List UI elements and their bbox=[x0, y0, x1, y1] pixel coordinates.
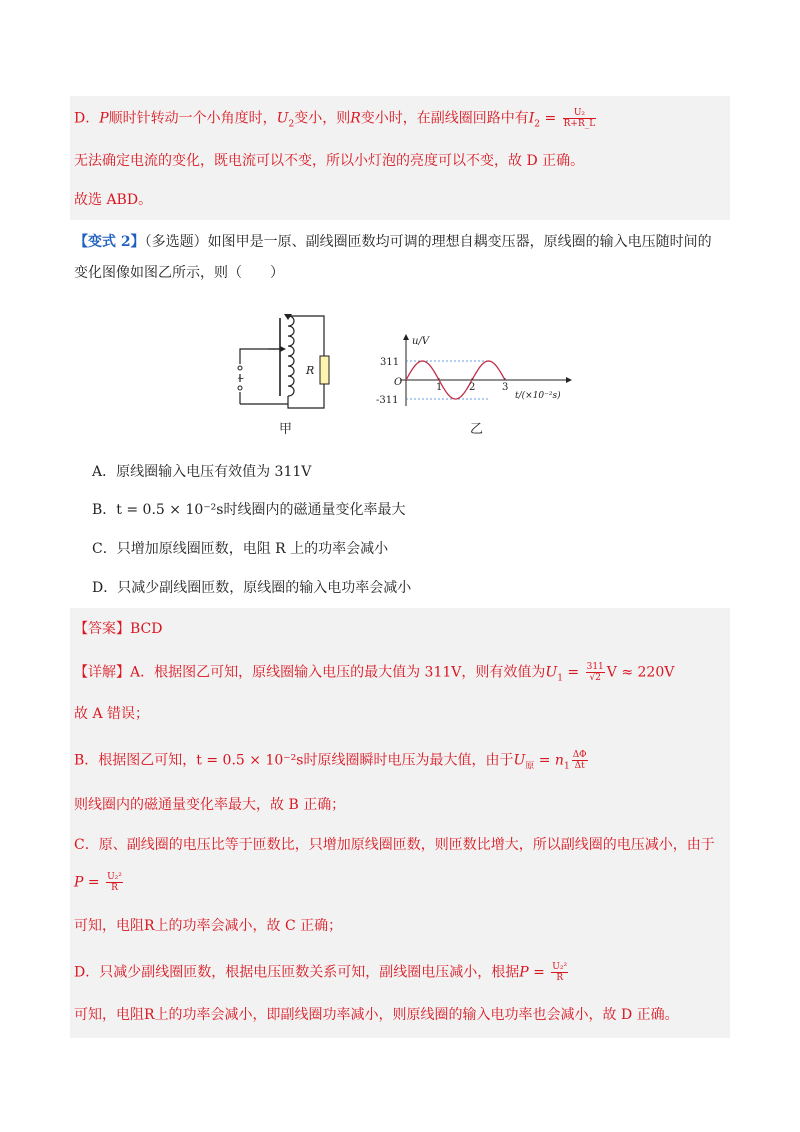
x-axis-arrow bbox=[566, 377, 572, 383]
frac-den: R bbox=[556, 973, 564, 983]
frac-num: 311 bbox=[586, 662, 604, 672]
var-u2: U bbox=[276, 110, 289, 127]
frac-num: U₂² bbox=[107, 872, 122, 882]
text: D． bbox=[74, 110, 100, 127]
x-tick-label-3: 3 bbox=[502, 382, 509, 393]
detail-b: B．根据图乙可知，t = 0.5 × 10⁻²s时原线圈瞬时电压为最大值，由于$U_原 = n_1$ $\frac{\Delta\Phi}{\Delta t}$ bbox=[74, 750, 587, 772]
fraction bbox=[586, 662, 605, 683]
text: 变小时，在副线圈回路中有 bbox=[360, 110, 529, 127]
y-max-label: 311 bbox=[380, 357, 400, 368]
frac-den: √2 bbox=[589, 673, 601, 683]
text: B．根据图乙可知，t = 0.5 × 10⁻²s时原线圈瞬时电压为最大值，由于 bbox=[74, 752, 514, 769]
detail-b-conclusion: 则线圈内的磁通量变化率最大，故 B 正确； bbox=[74, 797, 346, 813]
figure-label-yi: 乙 bbox=[470, 422, 484, 437]
text: A．根据图乙可知，原线圈输入电压的最大值为 311V，则有效值为 bbox=[130, 664, 546, 681]
detail-d-conclusion: 可知，电阻R上的功率会减小，即副线圈功率减小，则原线圈的输入电功率也会减小，故 D 正确。 bbox=[74, 1007, 679, 1023]
text: D．只减少副线圈匝数，根据电压匝数关系可知，副线圈电压减小，根据 bbox=[74, 964, 520, 981]
option-a[interactable]: A．原线圈输入电压有效值为 311V bbox=[92, 464, 312, 480]
origin-label: O bbox=[394, 377, 403, 388]
text: 顺时针转动一个小角度时， bbox=[108, 110, 277, 127]
svg-text:~: ~ bbox=[237, 374, 245, 384]
detail-a-conclusion: 故 A 错误； bbox=[74, 706, 150, 722]
y-min-label: -311 bbox=[376, 395, 399, 406]
answer-line bbox=[74, 619, 162, 639]
y-axis-arrow bbox=[403, 334, 409, 340]
option-b[interactable]: B．t = 0.5 × 10⁻²s时线圈内的磁通量变化率最大 bbox=[92, 502, 406, 518]
figure-label-jia: 甲 bbox=[279, 422, 293, 437]
detail-c: C．原、副线圈的电压比等于匝数比，只增加原线圈匝数，则匝数比增大，所以副线圈的电压减小，由于 bbox=[74, 837, 715, 853]
question-stem-2: 变化图像如图乙所示，则（ ） bbox=[74, 265, 284, 281]
fraction bbox=[551, 962, 568, 983]
detail-c-conclusion: 可知，电阻R上的功率会减小，故 C 正确； bbox=[74, 918, 343, 934]
detail-a: 【详解】A．根据图乙可知，原线圈输入电压的最大值为 311V，则有效值为$U_1$ = $\frac{311}{√2}$ V ≈ 220V bbox=[74, 662, 675, 684]
question-stem-1 bbox=[74, 232, 712, 252]
frac-num: U₂² bbox=[552, 962, 568, 972]
question-tag: 【变式 2】 bbox=[74, 234, 145, 250]
var-i2: I bbox=[528, 110, 535, 127]
fraction bbox=[563, 108, 597, 129]
circuit-diagram bbox=[228, 304, 338, 414]
voltage-graph bbox=[368, 330, 578, 410]
var-p: P bbox=[99, 110, 109, 127]
var-p: P = bbox=[519, 964, 550, 981]
x-tick-label-1: 1 bbox=[436, 382, 443, 393]
detail-c-formula bbox=[74, 872, 125, 893]
text: （多选题）如图甲是一原、副线圈匝数均可调的理想自耦变压器，原线圈的输入电压随时间的 bbox=[144, 234, 712, 250]
fraction bbox=[572, 750, 588, 771]
var-p: P = bbox=[74, 874, 105, 891]
frac-num: ΔΦ bbox=[572, 750, 587, 760]
frac-den: Δt bbox=[574, 761, 585, 771]
prev-line-3: 故选 ABD。 bbox=[74, 192, 153, 208]
detail-d bbox=[74, 962, 570, 983]
x-axis-label: t/(×10⁻²s) bbox=[515, 391, 561, 401]
var-r: R bbox=[350, 110, 361, 127]
detail-tag: 【详解】 bbox=[74, 664, 130, 681]
option-c[interactable]: C．只增加原线圈匝数，电阻 R 上的功率会减小 bbox=[92, 541, 389, 557]
frac-num: U₂ bbox=[563, 108, 597, 119]
fraction bbox=[106, 872, 123, 893]
option-d[interactable]: D．只减少副线圈匝数，原线圈的输入电功率会减小 bbox=[92, 580, 412, 596]
y-axis-label: u/V bbox=[412, 336, 430, 347]
resistor-label: R bbox=[306, 364, 315, 377]
prev-line-2: 无法确定电流的变化，既电流可以不变，所以小灯泡的亮度可以不变，故 D 正确。 bbox=[74, 153, 585, 169]
frac-den: R+R_L bbox=[563, 119, 596, 129]
x-tick-label-2: 2 bbox=[469, 382, 476, 393]
text: V ≈ 220V bbox=[606, 664, 675, 681]
answer-value: BCD bbox=[130, 621, 163, 637]
text: = bbox=[540, 110, 561, 127]
answer-label: 【答案】 bbox=[74, 621, 130, 637]
prev-option-d-explanation: D．P顺时针转动一个小角度时，$U_2$变小，则R变小时，在副线圈回路中有$I_2$ = $\frac{\text{U₂}}{R+R\_L}$ bbox=[74, 108, 596, 130]
text: 变小，则 bbox=[294, 110, 351, 127]
frac-den: R bbox=[111, 883, 118, 893]
